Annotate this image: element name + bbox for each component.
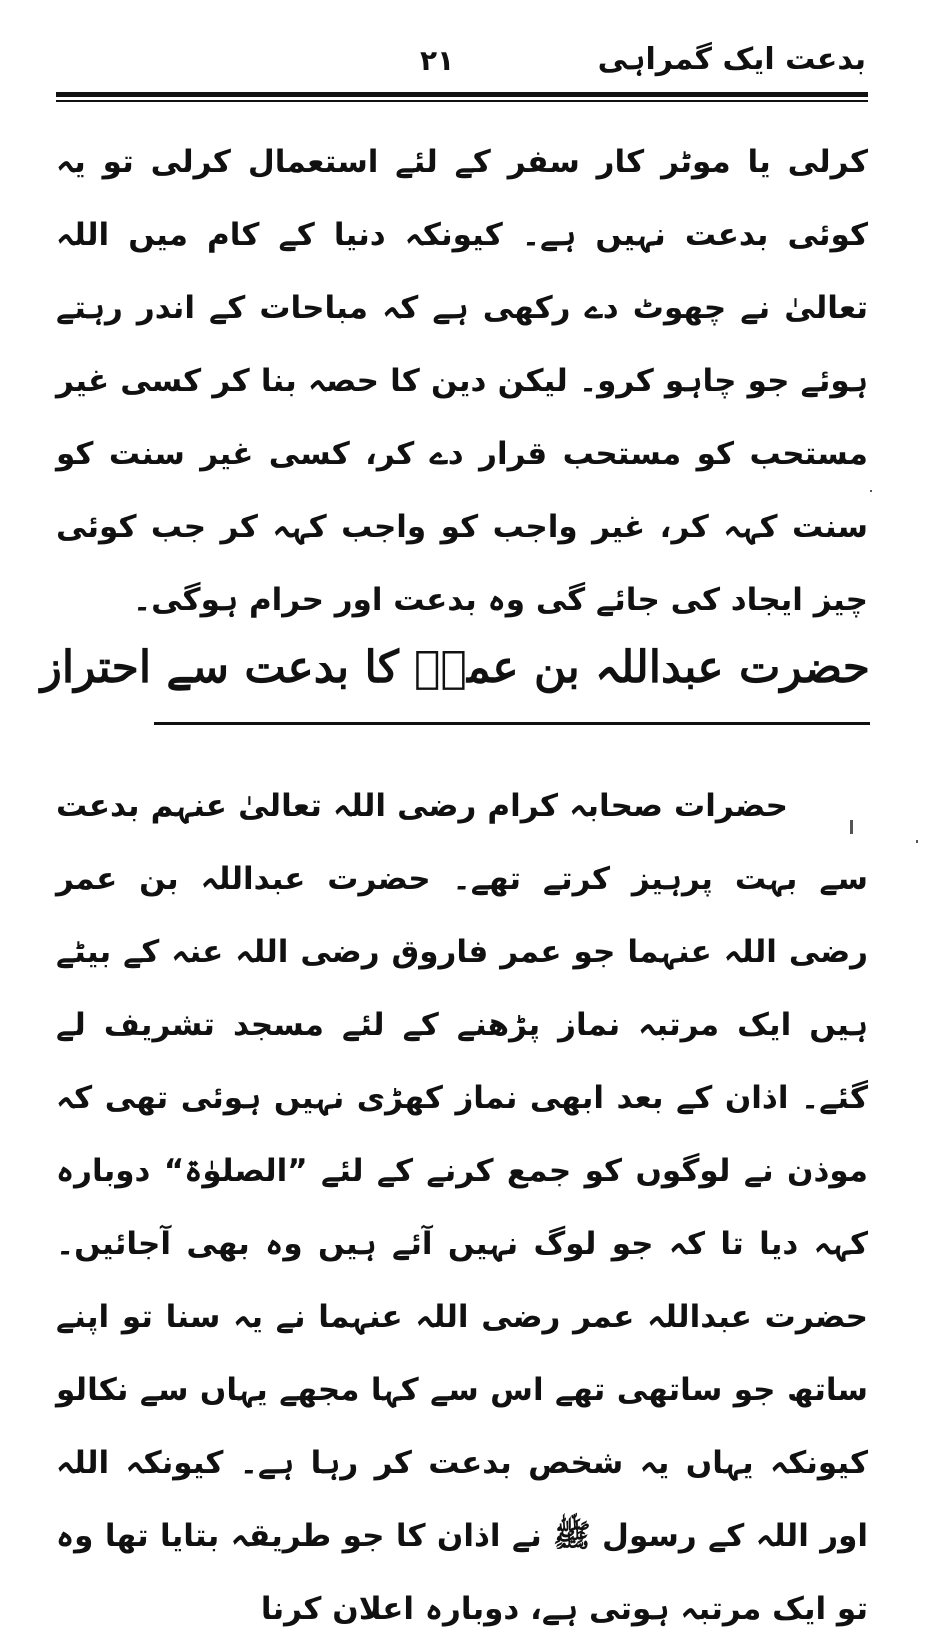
- page-header: [60, 30, 866, 90]
- section-heading-block: [40, 638, 870, 728]
- running-title: بدعت ایک گمراہی: [597, 42, 866, 77]
- header-rule-thick: [56, 92, 868, 97]
- scan-speck: [916, 840, 918, 843]
- scan-speck: [850, 820, 853, 834]
- body-paragraph-2: حضرات صحابہ کرام رضی اللہ تعالیٰ عنہم بدعت سے بہت پرہیز کرتے تھے۔ حضرت عبداللہ بن عمر رضی اللہ عنہما جو عمر فاروق رضی اللہ عنہ کے بیٹے ہیں ایک مرتبہ نماز پڑھنے کے لئے مسجد تشریف لے گئے۔ اذان کے بعد ابھی نماز کھڑی نہیں ہوئی تھی کہ موذن نے لوگوں کو جمع کرنے کے لئے ”الصلوٰۃ“ دوبارہ کہہ دیا تا کہ جو لوگ نہیں آئے ہیں وہ بھی آجائیں۔ حضرت عبداللہ عمر رضی اللہ عنہما نے یہ سنا تو اپنے ساتھ جو ساتھی تھے اس سے کہا مجھے یہاں سے نکالو کیونکہ یہاں یہ شخص بدعت کر رہا ہے۔ کیونکہ اللہ اور اللہ کے رسول ﷺ نے اذان کا جو طریقہ بتایا تھا وہ تو ایک مرتبہ ہوتی ہے، دوبارہ اعلان کرنا: [56, 788, 868, 1627]
- section-heading: حضرت عبداللہ بن عمرؓ کا بدعت سے احتراز: [40, 642, 870, 693]
- page-number: ۲۱: [420, 44, 455, 77]
- body-paragraph-1: کرلی یا موٹر کار سفر کے لئے استعمال کرلی تو یہ کوئی بدعت نہیں ہے۔ کیونکہ دنیا کے کام میں اللہ تعالیٰ نے چھوٹ دے رکھی ہے کہ مباحات کے اندر رہتے ہوئے جو چاہو کرو۔ لیکن دین کا حصہ بنا کر کسی غیر مستحب کو مستحب قرار دے کر، کسی غیر سنت کو سنت کہہ کر، غیر واجب کو واجب کہہ کر جب کوئی چیز ایجاد کی جائے گی وہ بدعت اور حرام ہوگی۔: [56, 144, 868, 618]
- heading-underline: [154, 722, 870, 725]
- scan-speck: [870, 490, 872, 492]
- header-rule-thin: [56, 100, 868, 102]
